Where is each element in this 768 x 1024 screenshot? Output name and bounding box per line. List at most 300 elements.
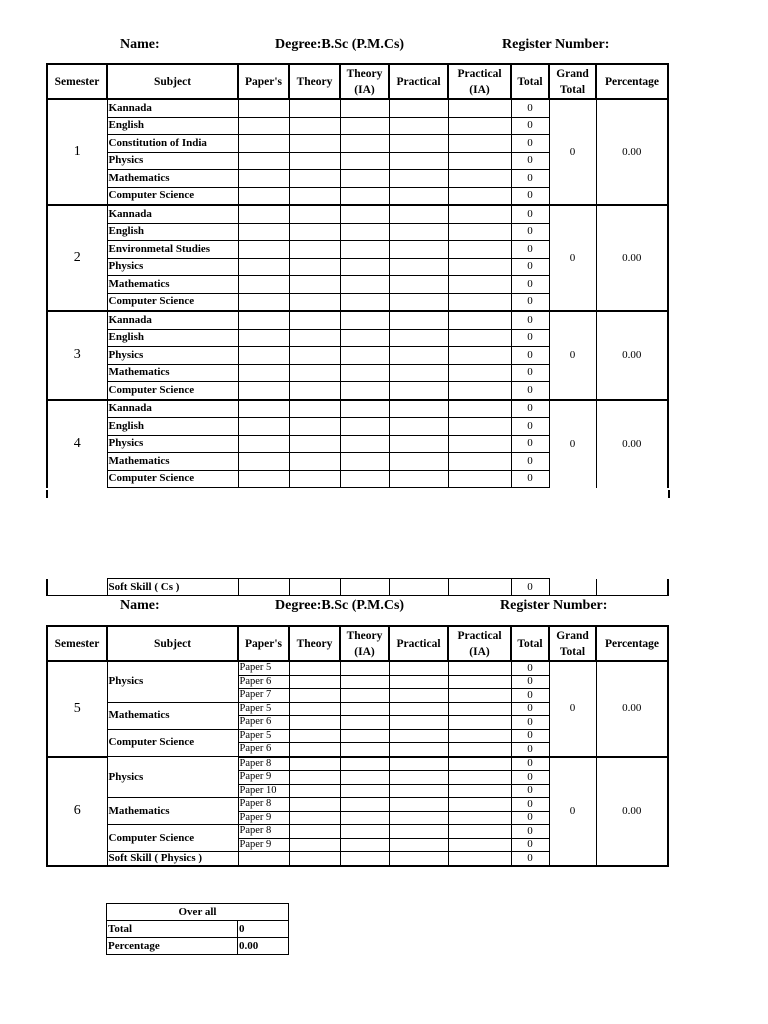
cell-practical[interactable] [389, 838, 448, 852]
cell-practical-ia[interactable] [448, 293, 511, 311]
subject-name: Physics [107, 435, 238, 453]
cell-practical[interactable] [389, 661, 448, 675]
cell-papers[interactable] [238, 117, 289, 135]
overall-percentage-label: Percentage [107, 938, 238, 955]
cell-theory-ia[interactable] [340, 435, 389, 453]
subject-name: Physics [107, 258, 238, 276]
cell-practical-ia[interactable] [448, 689, 511, 703]
paper-name: Paper 6 [238, 675, 289, 689]
cell-theory[interactable] [289, 152, 340, 170]
cell-practical-ia[interactable] [448, 400, 511, 418]
cell-papers[interactable] [238, 293, 289, 311]
cell-practical-ia[interactable] [448, 716, 511, 730]
cell-practical[interactable] [389, 675, 448, 689]
cell-theory[interactable] [289, 364, 340, 382]
subject-name: English [107, 329, 238, 347]
subject-total: 0 [511, 152, 549, 170]
cell-theory-ia[interactable] [340, 453, 389, 471]
subject-total: 0 [511, 702, 549, 716]
cell-theory[interactable] [289, 418, 340, 436]
cell-theory[interactable] [289, 470, 340, 488]
subject-total: 0 [511, 811, 549, 825]
subject-total: 0 [511, 258, 549, 276]
cell-practical-ia[interactable] [448, 117, 511, 135]
cell-theory-ia[interactable] [340, 418, 389, 436]
paper-name: Paper 10 [238, 784, 289, 798]
subject-name: English [107, 117, 238, 135]
cell-theory[interactable] [289, 187, 340, 205]
cell-practical[interactable] [389, 276, 448, 294]
cell-theory[interactable] [289, 311, 340, 329]
soft-skill-cs-theory[interactable] [289, 579, 340, 596]
cell-theory-ia[interactable] [340, 276, 389, 294]
subject-name: English [107, 223, 238, 241]
percentage-value: 0.00 [596, 757, 668, 866]
subject-name: Computer Science [107, 382, 238, 400]
page-break-edge-right [668, 490, 670, 498]
cell-practical-ia[interactable] [448, 135, 511, 153]
cell-practical[interactable] [389, 241, 448, 259]
grand-total-value: 0 [549, 757, 596, 866]
cell-practical-ia[interactable] [448, 675, 511, 689]
subject-total: 0 [511, 757, 549, 771]
cell-practical-ia[interactable] [448, 661, 511, 675]
subject-total: 0 [511, 852, 549, 866]
subject-name: Environmetal Studies [107, 241, 238, 259]
table-row [47, 400, 668, 418]
cell-practical[interactable] [389, 347, 448, 365]
col-percentage: Percentage [596, 64, 668, 99]
cell-papers[interactable] [238, 258, 289, 276]
cell-practical[interactable] [389, 293, 448, 311]
overall-summary-table [106, 903, 289, 955]
cell-theory[interactable] [289, 258, 340, 276]
subject-name: Computer Science [107, 293, 238, 311]
cell-theory-ia[interactable] [340, 811, 389, 825]
soft-skill-cs-papers[interactable] [238, 579, 289, 596]
cell-theory-ia[interactable] [340, 798, 389, 812]
cell-practical[interactable] [389, 311, 448, 329]
cell-theory-ia[interactable] [340, 187, 389, 205]
cell-practical[interactable] [389, 811, 448, 825]
cell-theory-ia[interactable] [340, 329, 389, 347]
table-row [47, 757, 668, 771]
soft-skill-cs-theory-ia[interactable] [340, 579, 389, 596]
cell-theory[interactable] [289, 784, 340, 798]
cell-theory-ia[interactable] [340, 311, 389, 329]
cell-papers[interactable] [238, 418, 289, 436]
paper-name: Paper 6 [238, 716, 289, 730]
soft-skill-cs-practical[interactable] [389, 579, 448, 596]
subject-name: Computer Science [107, 729, 238, 757]
cell-papers[interactable] [238, 453, 289, 471]
cell-papers[interactable] [238, 311, 289, 329]
cell-practical[interactable] [389, 382, 448, 400]
soft-skill-semester-cell [47, 579, 107, 596]
subject-name: Mathematics [107, 364, 238, 382]
cell-practical[interactable] [389, 435, 448, 453]
semester-number: 4 [47, 400, 107, 488]
table-row [47, 311, 668, 329]
cell-theory-ia[interactable] [340, 689, 389, 703]
cell-practical[interactable] [389, 117, 448, 135]
cell-papers[interactable] [238, 205, 289, 223]
cell-theory[interactable] [289, 661, 340, 675]
percentage-value: 0.00 [596, 205, 668, 311]
subject-total: 0 [511, 784, 549, 798]
semester-number: 5 [47, 661, 107, 757]
col-practical-ia: Practical (IA) [448, 626, 511, 661]
subject-total: 0 [511, 187, 549, 205]
cell-theory[interactable] [289, 170, 340, 188]
col-total: Total [511, 626, 549, 661]
cell-practical-ia[interactable] [448, 771, 511, 785]
subject-total: 0 [511, 329, 549, 347]
cell-theory[interactable] [289, 852, 340, 866]
paper-name: Paper 8 [238, 757, 289, 771]
subject-total: 0 [511, 276, 549, 294]
subject-total: 0 [511, 347, 549, 365]
cell-theory-ia[interactable] [340, 400, 389, 418]
cell-theory[interactable] [289, 743, 340, 757]
paper-name: Paper 6 [238, 743, 289, 757]
col-papers: Paper's [238, 626, 289, 661]
subject-name: English [107, 418, 238, 436]
cell-practical-ia[interactable] [448, 453, 511, 471]
subject-total: 0 [511, 716, 549, 730]
cell-practical-ia[interactable] [448, 435, 511, 453]
subject-name: Mathematics [107, 702, 238, 729]
cell-theory-ia[interactable] [340, 135, 389, 153]
cell-practical-ia[interactable] [448, 382, 511, 400]
cell-theory-ia[interactable] [340, 771, 389, 785]
subject-total: 0 [511, 435, 549, 453]
col-semester: Semester [47, 626, 107, 661]
cell-theory[interactable] [289, 382, 340, 400]
cell-theory[interactable] [289, 435, 340, 453]
cell-theory[interactable] [289, 205, 340, 223]
subject-total: 0 [511, 117, 549, 135]
cell-papers[interactable] [238, 347, 289, 365]
cell-practical[interactable] [389, 223, 448, 241]
cell-practical[interactable] [389, 470, 448, 488]
subject-total: 0 [511, 838, 549, 852]
cell-theory[interactable] [289, 241, 340, 259]
paper-name: Paper 5 [238, 702, 289, 716]
grand-total-value: 0 [549, 400, 596, 488]
cell-theory[interactable] [289, 702, 340, 716]
cell-theory-ia[interactable] [340, 675, 389, 689]
grand-total-value: 0 [549, 205, 596, 311]
cell-practical-ia[interactable] [448, 418, 511, 436]
subject-total: 0 [511, 689, 549, 703]
col-practical-ia: Practical (IA) [448, 64, 511, 99]
subject-total: 0 [511, 170, 549, 188]
cell-theory-ia[interactable] [340, 852, 389, 866]
subject-total: 0 [511, 311, 549, 329]
cell-practical[interactable] [389, 453, 448, 471]
cell-theory-ia[interactable] [340, 382, 389, 400]
cell-practical-ia[interactable] [448, 838, 511, 852]
cell-theory-ia[interactable] [340, 743, 389, 757]
subject-name: Physics [107, 152, 238, 170]
subject-total: 0 [511, 729, 549, 743]
soft-skill-grand-cell [549, 579, 596, 596]
cell-theory[interactable] [289, 771, 340, 785]
grand-total-value: 0 [549, 311, 596, 400]
cell-practical-ia[interactable] [448, 329, 511, 347]
cell-practical[interactable] [389, 99, 448, 117]
cell-papers[interactable] [238, 364, 289, 382]
cell-theory[interactable] [289, 453, 340, 471]
cell-theory-ia[interactable] [340, 99, 389, 117]
degree-label-2: Degree:B.Sc (P.M.Cs) [275, 598, 405, 613]
cell-papers[interactable] [238, 435, 289, 453]
cell-theory[interactable] [289, 838, 340, 852]
cell-theory[interactable] [289, 825, 340, 839]
subject-total: 0 [511, 661, 549, 675]
cell-papers[interactable] [238, 470, 289, 488]
cell-practical-ia[interactable] [448, 187, 511, 205]
cell-theory[interactable] [289, 99, 340, 117]
paper-name: Paper 5 [238, 661, 289, 675]
cell-theory-ia[interactable] [340, 729, 389, 743]
subject-name: Physics [107, 661, 238, 702]
cell-theory[interactable] [289, 223, 340, 241]
subject-total: 0 [511, 364, 549, 382]
cell-practical-ia[interactable] [448, 311, 511, 329]
subject-total: 0 [511, 418, 549, 436]
cell-theory-ia[interactable] [340, 205, 389, 223]
subject-name: Computer Science [107, 470, 238, 488]
cell-practical-ia[interactable] [448, 258, 511, 276]
cell-practical[interactable] [389, 784, 448, 798]
subject-total: 0 [511, 453, 549, 471]
cell-papers[interactable] [238, 382, 289, 400]
cell-practical[interactable] [389, 364, 448, 382]
paper-name: Paper 9 [238, 771, 289, 785]
register-number-label: Register Number: [502, 37, 610, 52]
grand-total-value: 0 [549, 99, 596, 205]
cell-papers[interactable] [238, 400, 289, 418]
cell-practical[interactable] [389, 689, 448, 703]
cell-theory[interactable] [289, 329, 340, 347]
cell-papers[interactable] [238, 329, 289, 347]
cell-theory[interactable] [289, 293, 340, 311]
table-row [47, 205, 668, 223]
marks-table-part1 [46, 63, 669, 488]
name-label: Name: [120, 37, 160, 52]
cell-theory[interactable] [289, 689, 340, 703]
cell-papers[interactable] [238, 223, 289, 241]
cell-practical-ia[interactable] [448, 811, 511, 825]
cell-practical-ia[interactable] [448, 170, 511, 188]
cell-practical[interactable] [389, 135, 448, 153]
cell-practical[interactable] [389, 852, 448, 866]
cell-practical-ia[interactable] [448, 798, 511, 812]
cell-practical-ia[interactable] [448, 364, 511, 382]
cell-practical[interactable] [389, 702, 448, 716]
cell-theory[interactable] [289, 276, 340, 294]
col-practical: Practical [389, 626, 448, 661]
cell-practical-ia[interactable] [448, 347, 511, 365]
cell-practical[interactable] [389, 825, 448, 839]
col-theory-ia: Theory (IA) [340, 626, 389, 661]
col-subject: Subject [107, 626, 238, 661]
cell-theory[interactable] [289, 811, 340, 825]
cell-practical[interactable] [389, 729, 448, 743]
cell-papers[interactable] [238, 99, 289, 117]
cell-practical[interactable] [389, 743, 448, 757]
cell-papers[interactable] [238, 276, 289, 294]
subject-total: 0 [511, 675, 549, 689]
col-practical: Practical [389, 64, 448, 99]
grand-total-value: 0 [549, 661, 596, 757]
subject-total: 0 [511, 771, 549, 785]
overall-title: Over all [107, 904, 289, 921]
cell-theory[interactable] [289, 117, 340, 135]
paper-name: Paper 7 [238, 689, 289, 703]
cell-practical-ia[interactable] [448, 470, 511, 488]
cell-theory-ia[interactable] [340, 364, 389, 382]
cell-theory-ia[interactable] [340, 241, 389, 259]
subject-total: 0 [511, 205, 549, 223]
cell-practical[interactable] [389, 187, 448, 205]
cell-theory-ia[interactable] [340, 347, 389, 365]
cell-practical[interactable] [389, 757, 448, 771]
col-papers: Paper's [238, 64, 289, 99]
soft-skill-cs-practical-ia[interactable] [448, 579, 511, 596]
cell-theory[interactable] [289, 675, 340, 689]
cell-papers[interactable] [238, 170, 289, 188]
cell-practical-ia[interactable] [448, 784, 511, 798]
subject-total: 0 [511, 223, 549, 241]
cell-theory-ia[interactable] [340, 838, 389, 852]
col-semester: Semester [47, 64, 107, 99]
cell-theory-ia[interactable] [340, 825, 389, 839]
soft-skill-cs-total: 0 [511, 579, 549, 596]
col-theory-ia: Theory (IA) [340, 64, 389, 99]
subject-name: Kannada [107, 99, 238, 117]
paper-name: Paper 9 [238, 811, 289, 825]
subject-total: 0 [511, 241, 549, 259]
col-percentage: Percentage [596, 626, 668, 661]
cell-practical-ia[interactable] [448, 852, 511, 866]
table-row [47, 661, 668, 675]
col-total: Total [511, 64, 549, 99]
subject-name: Computer Science [107, 187, 238, 205]
cell-practical[interactable] [389, 716, 448, 730]
cell-theory-ia[interactable] [340, 293, 389, 311]
table-header-row-2 [47, 626, 668, 661]
cell-theory-ia[interactable] [340, 258, 389, 276]
cell-theory-ia[interactable] [340, 716, 389, 730]
cell-practical-ia[interactable] [448, 825, 511, 839]
semester-number: 2 [47, 205, 107, 311]
subject-name: Computer Science [107, 825, 238, 852]
table-row [47, 99, 668, 117]
cell-theory[interactable] [289, 716, 340, 730]
soft-skill-percentage-cell [596, 579, 668, 596]
cell-practical-ia[interactable] [448, 276, 511, 294]
cell-theory[interactable] [289, 400, 340, 418]
cell-practical[interactable] [389, 170, 448, 188]
cell-practical[interactable] [389, 258, 448, 276]
cell-theory-ia[interactable] [340, 117, 389, 135]
cell-theory[interactable] [289, 729, 340, 743]
cell-practical-ia[interactable] [448, 152, 511, 170]
cell-theory[interactable] [289, 135, 340, 153]
cell-theory-ia[interactable] [340, 757, 389, 771]
cell-theory-ia[interactable] [340, 661, 389, 675]
semester-number: 3 [47, 311, 107, 400]
semester-number: 1 [47, 99, 107, 205]
cell-theory-ia[interactable] [340, 702, 389, 716]
cell-papers[interactable] [238, 152, 289, 170]
subject-name: Mathematics [107, 453, 238, 471]
subject-name: Mathematics [107, 170, 238, 188]
cell-practical-ia[interactable] [448, 241, 511, 259]
col-subject: Subject [107, 64, 238, 99]
subject-name: Kannada [107, 311, 238, 329]
cell-papers[interactable] [238, 135, 289, 153]
col-theory: Theory [289, 64, 340, 99]
paper-name: Paper 8 [238, 825, 289, 839]
cell-practical[interactable] [389, 798, 448, 812]
cell-theory[interactable] [289, 347, 340, 365]
table-header-row [47, 64, 668, 99]
percentage-value: 0.00 [596, 400, 668, 488]
cell-theory-ia[interactable] [340, 470, 389, 488]
cell-theory-ia[interactable] [340, 784, 389, 798]
cell-practical-ia[interactable] [448, 729, 511, 743]
cell-papers[interactable] [238, 187, 289, 205]
cell-practical-ia[interactable] [448, 757, 511, 771]
cell-practical[interactable] [389, 418, 448, 436]
subject-name: Kannada [107, 205, 238, 223]
cell-theory[interactable] [289, 798, 340, 812]
soft-skill-cs-row [47, 579, 668, 596]
cell-papers[interactable] [238, 241, 289, 259]
marks-table-part2 [46, 625, 669, 867]
subject-name: Mathematics [107, 276, 238, 294]
cell-practical[interactable] [389, 152, 448, 170]
cell-practical[interactable] [389, 771, 448, 785]
cell-practical[interactable] [389, 329, 448, 347]
cell-practical-ia[interactable] [448, 205, 511, 223]
cell-practical[interactable] [389, 400, 448, 418]
cell-practical-ia[interactable] [448, 743, 511, 757]
subject-name: Physics [107, 757, 238, 798]
semester-number: 6 [47, 757, 107, 866]
cell-practical-ia[interactable] [448, 702, 511, 716]
subject-name: Physics [107, 347, 238, 365]
col-theory: Theory [289, 626, 340, 661]
paper-name [238, 852, 289, 866]
overall-total-label: Total [107, 921, 238, 938]
subject-total: 0 [511, 825, 549, 839]
subject-name: Constitution of India [107, 135, 238, 153]
overall-percentage-value: 0.00 [238, 938, 289, 955]
cell-practical-ia[interactable] [448, 99, 511, 117]
cell-theory-ia[interactable] [340, 152, 389, 170]
cell-theory-ia[interactable] [340, 170, 389, 188]
cell-practical-ia[interactable] [448, 223, 511, 241]
cell-theory[interactable] [289, 757, 340, 771]
cell-theory-ia[interactable] [340, 223, 389, 241]
paper-name: Paper 5 [238, 729, 289, 743]
cell-practical[interactable] [389, 205, 448, 223]
